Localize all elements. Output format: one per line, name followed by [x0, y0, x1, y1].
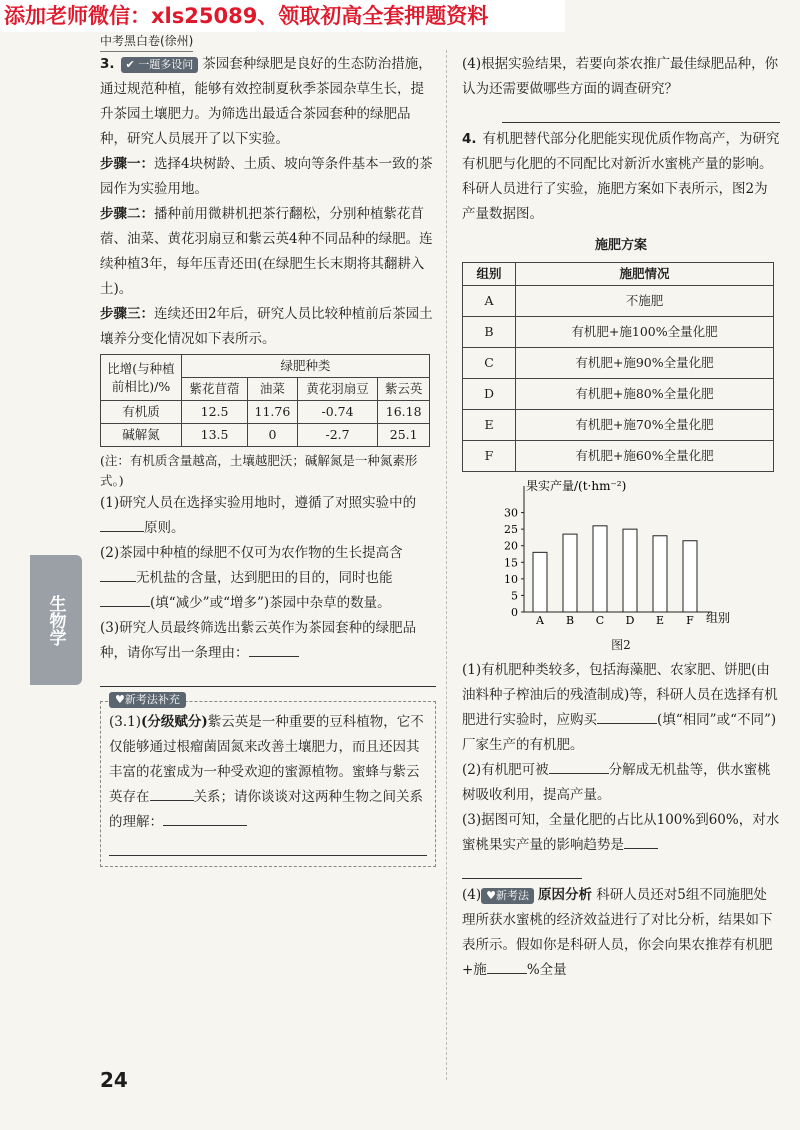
box-bold: (分级赋分): [141, 714, 208, 730]
table-header-row: [463, 263, 774, 286]
table-col-header: 紫云英: [378, 378, 430, 401]
box-text: 紫云英是一种重要的豆科植物，它不仅能够通过根瘤菌固氮来改善土壤肥力，而且还因其丰富的花蜜成为一种受欢迎的蜜源植物。蜜蜂与紫云英存在: [109, 714, 424, 805]
chart-x-tick-label: C: [595, 614, 605, 626]
answer-blank[interactable]: [100, 592, 150, 607]
answer-blank[interactable]: [100, 567, 136, 582]
chart-y-tick-label: 25: [504, 523, 518, 537]
table-cell: 有机肥+施60%全量化肥: [516, 441, 774, 472]
table-corner-cell: 比增(与种植前相比)/%: [101, 355, 182, 401]
table-col-header: 紫花苜蓿: [182, 378, 248, 401]
new-method-label: ♥新考法补充: [109, 692, 186, 708]
question-number: 3.: [100, 56, 115, 72]
answer-blank[interactable]: [597, 709, 657, 724]
table-col-header: 黄花羽扇豆: [297, 378, 378, 401]
nutrient-table: [100, 354, 430, 447]
table-cell: 25.1: [378, 424, 430, 447]
q3-sub4: [462, 52, 780, 102]
chart-x-tick-label: F: [686, 614, 694, 626]
table-group-header: 绿肥种类: [182, 355, 430, 378]
q3-sub3-text: (3)研究人员最终筛选出紫云英作为茶园套种的绿肥品种，请你写出一条理由：: [100, 620, 417, 661]
page-number: 24: [100, 1068, 128, 1092]
chart-bar-D: [623, 529, 637, 612]
table-cell: E: [463, 410, 516, 441]
chart-bar-F: [683, 541, 697, 612]
q3-sub3: [100, 616, 436, 666]
q4-sub4-text: 科研人员还对5组不同施肥处理所获水蜜桃的经济效益进行了对比分析，结果如下表所示。假如你是科研人员，你会向果农推荐有机肥+施: [462, 887, 773, 978]
answer-blank[interactable]: [100, 517, 144, 532]
table-cell: B: [463, 317, 516, 348]
table-cell: F: [463, 441, 516, 472]
answer-blank[interactable]: [249, 642, 299, 657]
step-one-text: 选择4块树龄、土质、坡向等条件基本一致的茶园作为实验用地。: [100, 156, 433, 197]
box-text-tail: 关系；请你谈谈对这两种生物之间关系的理解：: [109, 789, 423, 830]
chart-x-tick-label: B: [565, 614, 575, 626]
q3-sub1: [100, 491, 436, 541]
chart-bar-A: [533, 552, 547, 612]
box-paragraph: [109, 710, 427, 835]
q4-sub2-text: (2)有机肥可被: [462, 762, 549, 778]
box-prefix: (3.1): [109, 714, 142, 730]
answer-blank[interactable]: [163, 811, 247, 826]
step-two-label: 步骤二：: [100, 206, 154, 222]
table-row: [101, 401, 430, 424]
q3-sub1-text: (1)研究人员在选择实验用地时，遵循了对照实验中的: [100, 495, 417, 511]
question-tag: ✔ 一题多设问: [121, 57, 199, 73]
table-row: [463, 317, 774, 348]
answer-blank[interactable]: [487, 959, 527, 974]
step-three-label: 步骤三：: [100, 306, 154, 322]
chart-bar-C: [593, 526, 607, 612]
table-header-row: [101, 355, 430, 378]
table-cell: 12.5: [182, 401, 248, 424]
q4-sub4-bold: 原因分析: [538, 887, 592, 903]
chart-y-tick-label: 5: [511, 589, 518, 603]
fertilizer-table-title: 施肥方案: [594, 238, 647, 253]
table-cell: -0.74: [297, 401, 378, 424]
q3-sub2-text: (2)茶园中种植的绿肥不仅可为农作物的生长提高含: [100, 545, 403, 561]
table-cell: A: [463, 286, 516, 317]
table-cell: 有机肥+施80%全量化肥: [516, 379, 774, 410]
right-column: [462, 52, 780, 983]
q4-sub1-tail: (填“相同”或“不同”)厂家生产的有机肥。: [462, 712, 777, 753]
answer-blank[interactable]: [150, 786, 194, 801]
answer-line[interactable]: [109, 835, 427, 856]
q3-sub4-text: (4)根据实验结果，若要向茶农推广最佳绿肥品种，你认为还需要做哪些方面的调查研究？: [462, 56, 779, 97]
q4-intro: 有机肥替代部分化肥能实现优质作物高产，为研究有机肥与化肥的不同配比对新沂水蜜桃产量的影响。科研人员进行了实验，施肥方案如下表所示，图2为产量数据图。: [462, 131, 780, 222]
q3-sub2-mid: 无机盐的含量，达到肥田的目的，同时也能: [136, 570, 393, 586]
figure-caption: 图2: [611, 638, 631, 652]
q4-sub3: [462, 808, 780, 858]
chart-x-tick-label: A: [536, 614, 544, 626]
yield-bar-chart: [462, 476, 780, 626]
q3-sub2: [100, 541, 436, 616]
table-cell: 有机肥+施70%全量化肥: [516, 410, 774, 441]
step-one: [100, 152, 436, 202]
table-col-header: 施肥情况: [516, 263, 774, 286]
chart-x-tick-label: D: [625, 614, 635, 626]
q4-sub1: [462, 658, 780, 758]
table-col-header: 组别: [463, 263, 516, 286]
chart-y-tick-label: 30: [504, 506, 518, 520]
table-col-header: 油菜: [248, 378, 298, 401]
question-number: 4.: [462, 131, 477, 147]
step-three: [100, 302, 436, 352]
step-two-text: 播种前用微耕机把茶行翻松，分别种植紫花苜蓿、油菜、黄花羽扇豆和紫云英4种不同品种的绿肥。连续种植3年，每年压青还田(在绿肥生长末期将其翻耕入土)。: [100, 206, 433, 297]
q3-intro: 茶园套种绿肥是良好的生态防治措施，通过规范种植，能够有效控制夏秋季茶园杂草生长，提升茶园土壤肥力。为筛选出最适合茶园套种的绿肥品种，研究人员展开了以下实验。: [100, 56, 432, 147]
chart-y-tick-label: 10: [504, 572, 518, 586]
chart-bar-E: [653, 536, 667, 612]
chart-y-tick-label: 0: [511, 606, 518, 619]
q4-sub4: [462, 883, 780, 983]
q3-sub1-tail: 原则。: [144, 520, 185, 536]
step-two: [100, 202, 436, 302]
watermark-banner: 添加老师微信：xls25089、领取初高全套押题资料: [0, 0, 565, 32]
table-row: [463, 441, 774, 472]
table-cell: 0: [248, 424, 298, 447]
answer-line[interactable]: [502, 102, 780, 123]
step-three-text: 连续还田2年后，研究人员比较种植前后茶园土壤养分变化情况如下表所示。: [100, 306, 433, 347]
q4-sub3-text: (3)据图可知，全量化肥的占比从100%到60%，对水蜜桃果实产量的影响趋势是: [462, 812, 780, 853]
chart-y-tick-label: 15: [504, 556, 518, 570]
new-method-box: [100, 693, 436, 867]
chart-x-axis-label: 组别: [706, 611, 731, 625]
subject-side-tab: 生物学: [30, 555, 82, 685]
q4-sub4-tail: %全量: [526, 962, 567, 978]
table-cell: 13.5: [182, 424, 248, 447]
table-cell: 11.76: [248, 401, 298, 424]
table-row: [463, 410, 774, 441]
column-divider: [446, 50, 447, 1080]
answer-blank[interactable]: [549, 759, 609, 774]
answer-blank[interactable]: [624, 834, 658, 849]
table-row: [463, 348, 774, 379]
table-cell: -2.7: [297, 424, 378, 447]
table-cell: C: [463, 348, 516, 379]
table-row: [463, 286, 774, 317]
page-header-title: 中考黑白卷(徐州): [100, 32, 193, 52]
q3-intro-paragraph: [100, 52, 436, 152]
step-one-label: 步骤一：: [100, 156, 154, 172]
chart-y-tick-label: 20: [504, 539, 518, 553]
table-cell: 有机肥+施100%全量化肥: [516, 317, 774, 348]
table-row: [463, 379, 774, 410]
table-cell: 不施肥: [516, 286, 774, 317]
table-cell: 有机肥+施90%全量化肥: [516, 348, 774, 379]
q4-sub2: [462, 758, 780, 808]
chart-bar-B: [563, 534, 577, 612]
q4-intro-paragraph: [462, 127, 780, 227]
table-row-label: 有机质: [101, 401, 182, 424]
chart-y-axis-label: 果实产量/(t·hm⁻²): [526, 479, 627, 493]
q4-sub2-tail: 分解成无机盐等，供水蜜桃树吸收利用，提高产量。: [462, 762, 771, 803]
table-note: (注：有机质含量越高，土壤越肥沃；碱解氮是一种氮素形式。): [100, 453, 418, 488]
fertilizer-table: [462, 262, 774, 472]
q3-sub2-tail: (填“减少”或“增多”)茶园中杂草的数量。: [150, 595, 391, 611]
answer-line[interactable]: [100, 666, 436, 687]
chart-marks: [504, 507, 697, 626]
chart-x-tick-label: E: [655, 614, 665, 626]
table-row-label: 碱解氮: [101, 424, 182, 447]
table-cell: 16.18: [378, 401, 430, 424]
q4-sub1-text: (1)有机肥种类较多，包括海藻肥、农家肥、饼肥(由油料种子榨油后的残渣制成)等，科研人员在选择有机肥进行实验时，应购买: [462, 662, 778, 728]
table-row: [101, 424, 430, 447]
new-method-tag: ♥新考法: [481, 888, 534, 904]
q4-sub4-prefix: (4): [462, 887, 482, 903]
table-cell: D: [463, 379, 516, 410]
answer-line[interactable]: [462, 858, 582, 879]
left-column: [100, 52, 436, 867]
